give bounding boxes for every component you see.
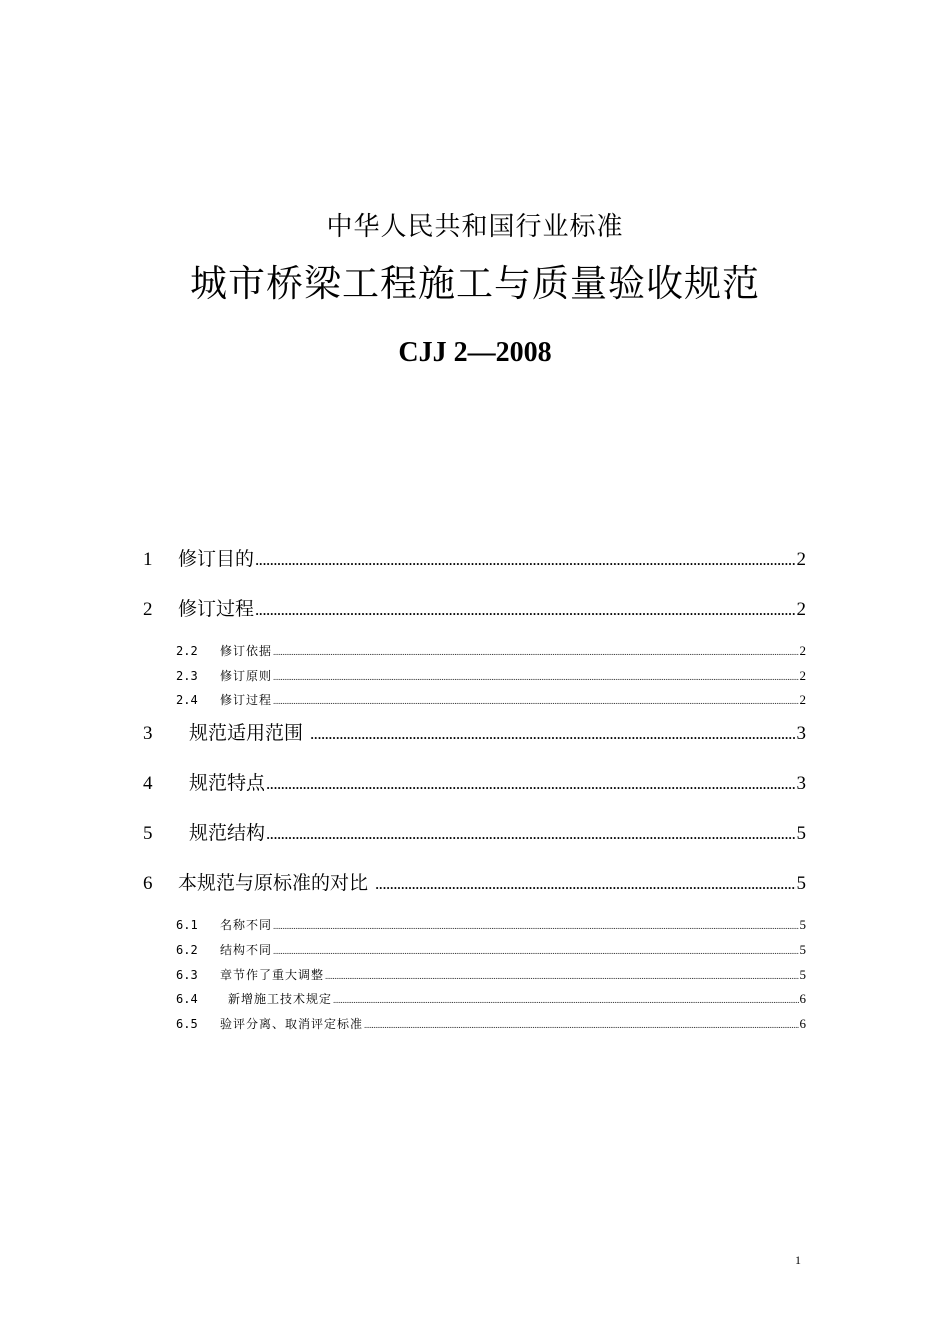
toc-leader-dots [273, 689, 798, 713]
toc-entry-1[interactable] [143, 544, 806, 574]
toc-subentry-2-4[interactable] [176, 688, 806, 712]
toc-subentry-6-3[interactable] [176, 963, 806, 987]
toc-entry-number: 1 [143, 549, 153, 570]
toc-entry-number: 6 [143, 873, 153, 894]
toc-entry-page: 3 [796, 723, 806, 744]
toc-subentry-page: 2 [799, 668, 806, 683]
toc-entry-label: 规范特点 [189, 772, 266, 794]
toc-subentry-page: 5 [799, 942, 806, 957]
toc-entry-label: 本规范与原标准的对比 [178, 872, 369, 894]
toc-leader-dots [273, 665, 798, 689]
toc-entry-number: 5 [143, 823, 153, 844]
toc-subentry-2-3[interactable] [176, 664, 806, 688]
toc-leader-dots [310, 719, 795, 749]
toc-subentry-label: 新增施工技术规定 [228, 992, 333, 1006]
toc-subentry-label: 修订过程 [220, 693, 273, 707]
toc-entry-label: 规范适用范围 [189, 722, 304, 744]
toc-entry-page: 2 [796, 599, 806, 620]
toc-subentry-page: 6 [799, 991, 806, 1006]
toc-leader-dots [375, 869, 795, 899]
toc-subentry-6-1[interactable] [176, 913, 806, 937]
toc-subentry-page: 5 [799, 917, 806, 932]
toc-entry-label: 修订目的 [178, 548, 255, 570]
page-number: 1 [795, 1253, 801, 1267]
toc-entry-5[interactable] [143, 818, 806, 848]
toc-subentry-number: 2.4 [176, 693, 198, 707]
toc-entry-page: 5 [796, 823, 806, 844]
toc-entry-number: 4 [143, 773, 153, 794]
toc-entry-6[interactable] [143, 868, 806, 898]
toc-leader-dots [273, 939, 798, 963]
toc-subentry-number: 6.5 [176, 1017, 198, 1031]
toc-leader-dots [273, 640, 798, 664]
toc-subentry-label: 名称不同 [220, 918, 273, 932]
toc-entry-label: 规范结构 [189, 822, 266, 844]
toc-entry-label: 修订过程 [178, 598, 255, 620]
toc-subentry-6-5[interactable] [176, 1012, 806, 1036]
toc-entry-page: 2 [796, 549, 806, 570]
toc-subentry-2-2[interactable] [176, 639, 806, 663]
toc-subentry-number: 6.1 [176, 918, 198, 932]
toc-leader-dots [266, 769, 795, 799]
toc-entry-2[interactable] [143, 594, 806, 624]
toc-subentry-6-2[interactable] [176, 938, 806, 962]
toc-subentry-page: 5 [799, 967, 806, 982]
toc-leader-dots [266, 819, 795, 849]
toc-leader-dots [255, 595, 795, 625]
toc-subentry-label: 修订原则 [220, 669, 273, 683]
toc-subentry-label: 修订依据 [220, 644, 273, 658]
toc-entry-number: 3 [143, 723, 153, 744]
toc-subentry-page: 2 [799, 692, 806, 707]
toc-subentry-label: 章节作了重大调整 [220, 968, 325, 982]
standard-code: CJJ 2—2008 [398, 337, 552, 368]
toc-leader-dots [255, 545, 795, 575]
toc-leader-dots [273, 914, 798, 938]
toc-subentry-page: 2 [799, 643, 806, 658]
document-title: 城市桥梁工程施工与质量验收规范 [190, 262, 760, 305]
toc-subentry-number: 2.3 [176, 669, 198, 683]
document-subtitle: 中华人民共和国行业标准 [326, 212, 624, 242]
toc-leader-dots [325, 964, 798, 988]
toc-leader-dots [333, 988, 798, 1012]
toc-subentry-number: 6.3 [176, 968, 198, 982]
toc-leader-dots [364, 1013, 798, 1037]
toc-entry-number: 2 [143, 599, 153, 620]
toc-subentry-label: 验评分离、取消评定标准 [220, 1017, 364, 1031]
toc-entry-page: 3 [796, 773, 806, 794]
toc-subentry-number: 6.2 [176, 943, 198, 957]
toc-subentry-label: 结构不同 [220, 943, 273, 957]
toc-entry-page: 5 [796, 873, 806, 894]
toc-subentry-number: 2.2 [176, 644, 198, 658]
toc-entry-3[interactable] [143, 718, 806, 748]
toc-subentry-number: 6.4 [176, 992, 198, 1006]
toc-subentry-page: 6 [799, 1016, 806, 1031]
toc-entry-4[interactable] [143, 768, 806, 798]
toc-subentry-6-4[interactable] [176, 987, 806, 1011]
